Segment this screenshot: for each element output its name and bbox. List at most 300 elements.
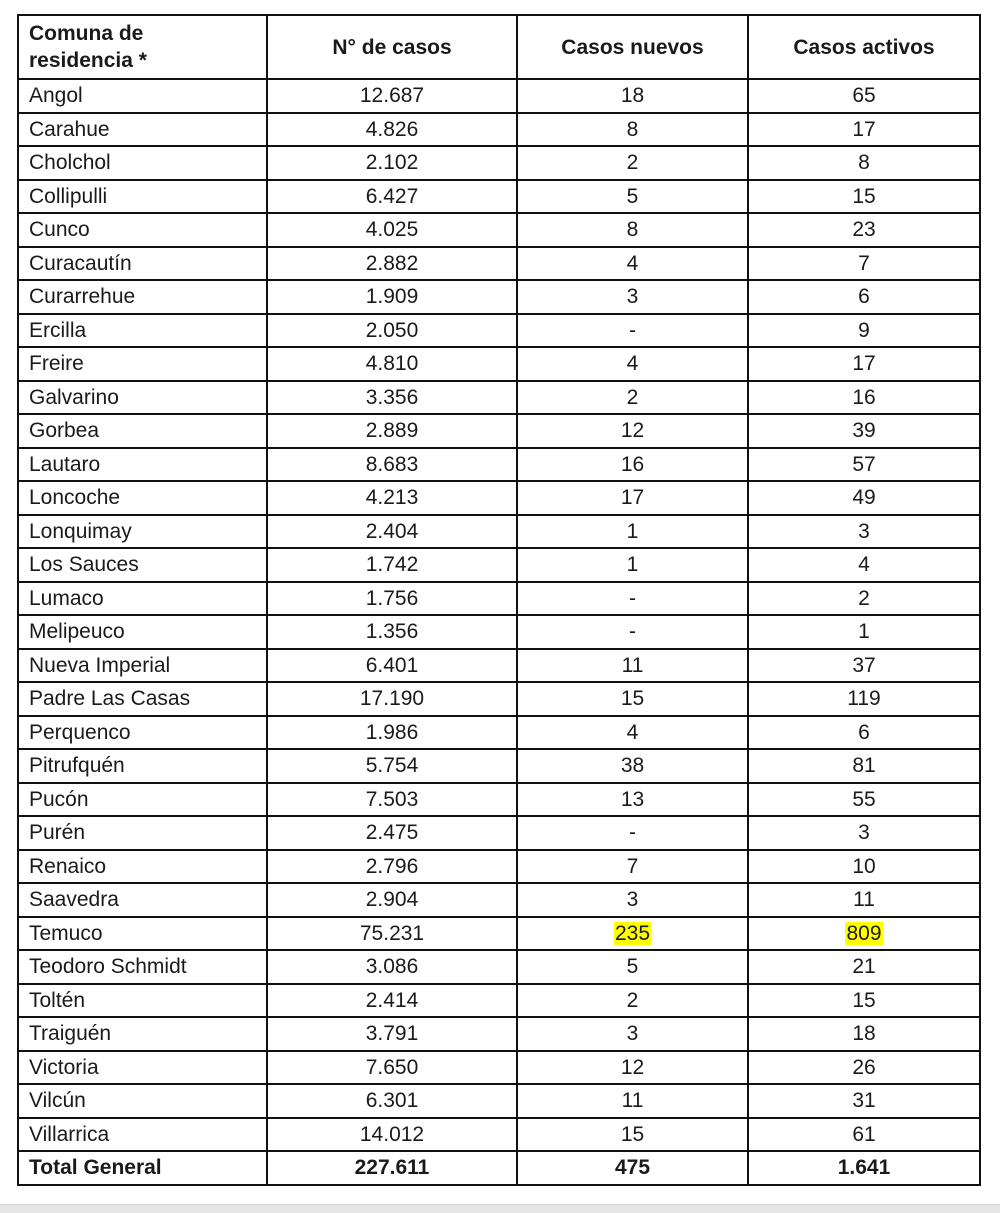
table-row <box>18 950 980 984</box>
cell-casos-activos <box>748 783 980 817</box>
table-row <box>18 816 980 850</box>
cell-casos-nuevos-value: 2 <box>626 385 639 409</box>
table-row <box>18 716 980 750</box>
cell-casos-nuevos-value: 5 <box>626 184 639 208</box>
table-row <box>18 247 980 281</box>
cell-casos-nuevos-value: 16 <box>620 452 645 476</box>
header-comuna-line2: residencia * <box>29 49 147 72</box>
cell-casos-nuevos-value: 13 <box>620 787 645 811</box>
cell-n-casos <box>267 682 517 716</box>
cell-casos-nuevos-value: 4 <box>626 352 639 376</box>
cell-casos-activos-value: 3 <box>858 821 870 845</box>
table-row <box>18 850 980 884</box>
cell-n-casos-value: 1.742 <box>365 553 419 577</box>
cell-casos-nuevos-value: 15 <box>620 687 645 711</box>
cell-casos-activos <box>748 213 980 247</box>
cell-casos-activos <box>748 749 980 783</box>
cell-comuna <box>18 515 267 549</box>
cell-casos-activos-value: 3 <box>858 519 870 543</box>
cell-casos-nuevos <box>517 984 748 1018</box>
cell-n-casos-value: 2.050 <box>365 318 419 342</box>
cell-n-casos-value: 2.882 <box>365 251 419 275</box>
cell-comuna-value: Purén <box>29 821 86 845</box>
cell-casos-nuevos <box>517 783 748 817</box>
cell-comuna <box>18 716 267 750</box>
table-row <box>18 984 980 1018</box>
cell-comuna-value: Pitrufquén <box>29 754 125 778</box>
cell-n-casos <box>267 816 517 850</box>
cell-casos-nuevos-value: 4 <box>626 720 639 744</box>
cell-casos-nuevos-value: 11 <box>621 653 644 677</box>
cell-n-casos-value: 7.650 <box>365 1055 419 1079</box>
cell-n-casos <box>267 1118 517 1152</box>
cell-comuna-value: Galvarino <box>29 385 119 409</box>
cell-casos-nuevos <box>517 213 748 247</box>
cell-casos-activos <box>748 917 980 951</box>
cell-casos-activos <box>748 146 980 180</box>
cell-casos-nuevos <box>517 615 748 649</box>
cell-casos-nuevos <box>517 649 748 683</box>
cell-casos-nuevos-value: 1 <box>626 519 639 543</box>
cell-casos-activos-value: 26 <box>852 1055 876 1079</box>
cell-casos-activos <box>748 180 980 214</box>
cell-n-casos-value: 7.503 <box>365 787 419 811</box>
table-row <box>18 448 980 482</box>
cell-casos-activos <box>748 481 980 515</box>
cell-comuna <box>18 481 267 515</box>
cell-comuna-value: Loncoche <box>29 486 121 510</box>
cell-comuna <box>18 649 267 683</box>
cell-comuna-value: Curarrehue <box>29 285 136 309</box>
table-row <box>18 883 980 917</box>
cell-comuna-value: Ercilla <box>29 318 87 342</box>
cell-comuna <box>18 816 267 850</box>
cell-comuna-value: Vilcún <box>29 1089 86 1113</box>
cell-casos-nuevos <box>517 883 748 917</box>
cell-casos-activos <box>748 649 980 683</box>
cell-comuna <box>18 1084 267 1118</box>
cell-comuna-value: Teodoro Schmidt <box>29 955 187 979</box>
cell-n-casos-value: 2.904 <box>365 888 419 912</box>
cell-casos-nuevos-value: 2 <box>626 151 639 175</box>
cell-casos-activos-value: 21 <box>852 955 876 979</box>
cell-casos-activos-value: 4 <box>858 553 870 577</box>
table-row <box>18 515 980 549</box>
cell-casos-nuevos <box>517 1051 748 1085</box>
cell-casos-nuevos <box>517 515 748 549</box>
cell-casos-activos <box>748 381 980 415</box>
header-casos-nuevos: Casos nuevos <box>517 15 748 79</box>
cell-casos-nuevos-value: 17 <box>620 486 645 510</box>
cell-casos-activos <box>748 515 980 549</box>
cell-comuna-value: Cholchol <box>29 151 111 175</box>
table-row <box>18 79 980 113</box>
table-row <box>18 481 980 515</box>
cell-n-casos <box>267 314 517 348</box>
cell-casos-nuevos-value: 18 <box>620 84 645 108</box>
cell-n-casos <box>267 783 517 817</box>
cell-casos-activos-value: 31 <box>852 1089 876 1113</box>
cell-n-casos <box>267 113 517 147</box>
cell-casos-activos-value: 55 <box>852 787 876 811</box>
cell-casos-nuevos <box>517 247 748 281</box>
cell-casos-activos <box>748 79 980 113</box>
cell-casos-nuevos <box>517 917 748 951</box>
cell-comuna-value: Padre Las Casas <box>29 687 191 711</box>
cell-casos-nuevos-value: 11 <box>621 1089 644 1113</box>
cell-casos-nuevos-value: 7 <box>626 854 639 878</box>
cell-comuna <box>18 950 267 984</box>
table-row <box>18 314 980 348</box>
table-row <box>18 582 980 616</box>
table-row <box>18 917 980 951</box>
cell-n-casos-value: 1.909 <box>365 285 419 309</box>
cell-casos-activos-value: 119 <box>847 687 881 711</box>
cell-comuna <box>18 1118 267 1152</box>
cell-n-casos-value: 2.889 <box>365 419 419 443</box>
cell-casos-activos-value: 11 <box>853 888 875 912</box>
cell-casos-activos <box>748 347 980 381</box>
table-row <box>18 749 980 783</box>
cell-casos-activos-value: 6 <box>858 285 870 309</box>
cell-comuna <box>18 749 267 783</box>
cell-comuna <box>18 615 267 649</box>
cell-casos-activos <box>748 950 980 984</box>
cell-casos-activos-value: 17 <box>852 117 876 141</box>
cell-comuna-value: Cunco <box>29 218 90 242</box>
table-row <box>18 213 980 247</box>
cell-n-casos <box>267 582 517 616</box>
cell-casos-activos <box>748 548 980 582</box>
cell-n-casos <box>267 1017 517 1051</box>
cell-comuna <box>18 146 267 180</box>
cell-comuna-value: Temuco <box>29 921 103 945</box>
cell-casos-nuevos-value: - <box>629 620 636 644</box>
cell-casos-activos <box>748 448 980 482</box>
cell-n-casos <box>267 548 517 582</box>
cell-n-casos-value: 8.683 <box>365 452 419 476</box>
cell-casos-activos <box>748 1118 980 1152</box>
cell-casos-activos <box>748 414 980 448</box>
cell-n-casos <box>267 280 517 314</box>
total-label: Total General <box>18 1151 267 1185</box>
cell-casos-activos-value: 61 <box>852 1122 876 1146</box>
table-row <box>18 615 980 649</box>
cell-comuna-value: Curacautín <box>29 251 132 275</box>
cell-n-casos <box>267 414 517 448</box>
cell-n-casos <box>267 984 517 1018</box>
cell-n-casos <box>267 213 517 247</box>
cell-n-casos <box>267 448 517 482</box>
cell-n-casos <box>267 347 517 381</box>
cell-n-casos-value: 17.190 <box>359 687 425 711</box>
table-row <box>18 1084 980 1118</box>
cell-casos-nuevos <box>517 280 748 314</box>
cell-casos-activos <box>748 682 980 716</box>
cell-casos-activos <box>748 247 980 281</box>
cell-casos-activos-value: 15 <box>852 988 876 1012</box>
table-row <box>18 1051 980 1085</box>
cell-casos-nuevos <box>517 481 748 515</box>
cell-casos-nuevos <box>517 314 748 348</box>
cell-casos-activos-value: 809 <box>846 921 882 945</box>
cell-n-casos-value: 2.404 <box>365 519 419 543</box>
cell-comuna <box>18 414 267 448</box>
cell-casos-nuevos <box>517 448 748 482</box>
table-row <box>18 280 980 314</box>
cell-n-casos-value: 12.687 <box>359 84 425 108</box>
table-row <box>18 548 980 582</box>
cell-n-casos <box>267 917 517 951</box>
cell-casos-activos-value: 37 <box>852 653 876 677</box>
cell-casos-activos <box>748 280 980 314</box>
table-row <box>18 381 980 415</box>
cell-n-casos <box>267 749 517 783</box>
cell-comuna <box>18 582 267 616</box>
cell-comuna-value: Nueva Imperial <box>29 653 171 677</box>
cell-comuna <box>18 984 267 1018</box>
cell-casos-activos <box>748 984 980 1018</box>
cell-casos-nuevos <box>517 180 748 214</box>
cell-casos-activos-value: 23 <box>852 218 876 242</box>
cell-comuna <box>18 783 267 817</box>
cell-casos-nuevos-value: 3 <box>626 888 639 912</box>
cell-casos-nuevos <box>517 582 748 616</box>
header-casos-activos: Casos activos <box>748 15 980 79</box>
cell-casos-nuevos-value: 8 <box>626 117 639 141</box>
cell-n-casos-value: 5.754 <box>365 754 419 778</box>
cell-n-casos-value: 6.301 <box>365 1089 419 1113</box>
cell-n-casos-value: 1.756 <box>365 586 419 610</box>
cell-casos-activos-value: 57 <box>852 452 876 476</box>
cell-comuna <box>18 548 267 582</box>
cell-n-casos <box>267 481 517 515</box>
cell-comuna-value: Renaico <box>29 854 107 878</box>
cell-casos-activos-value: 17 <box>852 352 876 376</box>
cell-casos-activos-value: 10 <box>852 854 876 878</box>
cell-casos-nuevos <box>517 682 748 716</box>
cell-casos-activos-value: 1 <box>858 620 870 644</box>
cell-casos-nuevos-value: - <box>629 318 636 342</box>
cell-comuna-value: Perquenco <box>29 720 131 744</box>
cell-casos-nuevos <box>517 816 748 850</box>
cell-comuna-value: Collipulli <box>29 184 108 208</box>
cell-n-casos-value: 2.796 <box>365 854 419 878</box>
cell-casos-activos-value: 2 <box>858 586 870 610</box>
cell-n-casos <box>267 247 517 281</box>
cell-casos-nuevos <box>517 113 748 147</box>
cell-casos-activos <box>748 1017 980 1051</box>
cell-n-casos-value: 4.810 <box>365 352 419 376</box>
table-row <box>18 1017 980 1051</box>
table-row <box>18 1118 980 1152</box>
cell-comuna-value: Los Sauces <box>29 553 139 577</box>
total-casos-activos: 1.641 <box>748 1151 980 1185</box>
cell-n-casos <box>267 1051 517 1085</box>
cell-comuna <box>18 347 267 381</box>
cell-n-casos-value: 3.356 <box>365 385 419 409</box>
cell-casos-nuevos-value: 5 <box>626 955 639 979</box>
cell-casos-nuevos-value: 15 <box>620 1122 645 1146</box>
cell-casos-activos <box>748 883 980 917</box>
cell-n-casos <box>267 716 517 750</box>
cell-comuna-value: Saavedra <box>29 888 119 912</box>
cell-casos-nuevos <box>517 950 748 984</box>
cell-casos-activos <box>748 816 980 850</box>
cell-casos-nuevos <box>517 1118 748 1152</box>
table-row <box>18 783 980 817</box>
cell-casos-nuevos-value: - <box>629 586 636 610</box>
cell-casos-nuevos-value: 12 <box>620 419 645 443</box>
cell-comuna-value: Angol <box>29 84 83 108</box>
cell-comuna <box>18 180 267 214</box>
table-row <box>18 649 980 683</box>
table-row <box>18 347 980 381</box>
cell-casos-nuevos-value: - <box>629 821 636 845</box>
cell-comuna <box>18 314 267 348</box>
cell-comuna <box>18 113 267 147</box>
cell-n-casos-value: 1.356 <box>365 620 419 644</box>
cell-comuna <box>18 850 267 884</box>
table-header-row <box>18 15 980 79</box>
cell-casos-nuevos <box>517 414 748 448</box>
cell-casos-nuevos-value: 2 <box>626 988 639 1012</box>
cell-comuna <box>18 682 267 716</box>
cell-casos-activos-value: 18 <box>852 1022 876 1046</box>
cell-comuna-value: Pucón <box>29 787 89 811</box>
cell-comuna-value: Carahue <box>29 117 110 141</box>
cell-casos-activos-value: 49 <box>852 486 876 510</box>
cell-casos-activos <box>748 314 980 348</box>
cell-casos-nuevos <box>517 548 748 582</box>
cell-comuna-value: Victoria <box>29 1055 99 1079</box>
cell-comuna-value: Lonquimay <box>29 519 132 543</box>
cell-casos-nuevos-value: 12 <box>620 1055 645 1079</box>
cell-casos-nuevos <box>517 146 748 180</box>
cell-n-casos <box>267 1084 517 1118</box>
cell-comuna <box>18 213 267 247</box>
cell-n-casos <box>267 649 517 683</box>
cell-comuna-value: Freire <box>29 352 84 376</box>
cell-n-casos-value: 3.791 <box>365 1022 419 1046</box>
cell-n-casos-value: 6.427 <box>365 184 419 208</box>
cell-casos-activos <box>748 615 980 649</box>
cell-comuna-value: Lumaco <box>29 586 104 610</box>
cell-casos-activos <box>748 850 980 884</box>
cell-casos-activos <box>748 113 980 147</box>
cell-n-casos-value: 4.213 <box>365 486 419 510</box>
cell-n-casos-value: 3.086 <box>365 955 419 979</box>
cell-casos-nuevos <box>517 347 748 381</box>
table-body <box>18 79 980 1151</box>
cell-casos-activos-value: 16 <box>852 385 876 409</box>
cell-n-casos <box>267 850 517 884</box>
cell-n-casos-value: 2.414 <box>365 988 419 1012</box>
cell-casos-activos-value: 7 <box>858 251 870 275</box>
cell-comuna <box>18 883 267 917</box>
cell-casos-nuevos <box>517 749 748 783</box>
table-row <box>18 414 980 448</box>
cell-comuna-value: Gorbea <box>29 419 100 443</box>
table-row <box>18 682 980 716</box>
cell-n-casos-value: 14.012 <box>359 1122 425 1146</box>
cell-comuna-value: Toltén <box>29 988 86 1012</box>
cell-casos-activos <box>748 582 980 616</box>
table-row <box>18 146 980 180</box>
cell-casos-nuevos-value: 3 <box>626 285 639 309</box>
cell-comuna-value: Melipeuco <box>29 620 125 644</box>
cell-comuna <box>18 1017 267 1051</box>
header-comuna-line1: Comuna de <box>29 22 144 45</box>
cell-n-casos-value: 1.986 <box>365 720 419 744</box>
cell-comuna <box>18 280 267 314</box>
cell-casos-activos-value: 6 <box>858 720 870 744</box>
cases-by-comuna-table <box>17 14 981 1186</box>
cell-n-casos-value: 2.102 <box>365 151 419 175</box>
total-n-casos: 227.611 <box>267 1151 517 1185</box>
total-casos-nuevos: 475 <box>517 1151 748 1185</box>
cell-comuna <box>18 448 267 482</box>
cell-casos-activos-value: 65 <box>852 84 876 108</box>
header-n-casos: N° de casos <box>267 15 517 79</box>
cell-casos-nuevos-value: 4 <box>626 251 639 275</box>
cell-casos-nuevos <box>517 381 748 415</box>
cell-casos-nuevos-value: 8 <box>626 218 639 242</box>
cell-casos-activos <box>748 1084 980 1118</box>
cell-casos-nuevos-value: 3 <box>626 1022 639 1046</box>
cell-n-casos-value: 4.826 <box>365 117 419 141</box>
cell-casos-activos-value: 15 <box>852 184 876 208</box>
cell-n-casos <box>267 950 517 984</box>
header-comuna <box>18 15 267 79</box>
cell-comuna <box>18 381 267 415</box>
cell-n-casos-value: 2.475 <box>365 821 419 845</box>
cell-casos-nuevos <box>517 716 748 750</box>
cell-casos-nuevos-value: 38 <box>620 754 645 778</box>
cell-comuna <box>18 1051 267 1085</box>
cell-n-casos <box>267 180 517 214</box>
cell-casos-activos-value: 9 <box>858 318 870 342</box>
cell-casos-nuevos <box>517 1084 748 1118</box>
cell-comuna-value: Traiguén <box>29 1022 112 1046</box>
cell-casos-nuevos <box>517 850 748 884</box>
cell-comuna <box>18 79 267 113</box>
cell-comuna-value: Villarrica <box>29 1122 110 1146</box>
cell-comuna <box>18 917 267 951</box>
total-row <box>18 1151 980 1185</box>
cell-n-casos <box>267 146 517 180</box>
cell-casos-activos <box>748 1051 980 1085</box>
cell-comuna-value: Lautaro <box>29 452 101 476</box>
cell-n-casos-value: 75.231 <box>359 921 425 945</box>
cell-casos-nuevos <box>517 79 748 113</box>
cell-casos-activos-value: 81 <box>852 754 876 778</box>
cell-comuna <box>18 247 267 281</box>
cell-casos-nuevos <box>517 1017 748 1051</box>
cell-casos-activos-value: 39 <box>852 419 876 443</box>
table-row <box>18 113 980 147</box>
cell-casos-activos-value: 8 <box>858 151 870 175</box>
cell-n-casos <box>267 615 517 649</box>
cell-n-casos <box>267 381 517 415</box>
cell-n-casos-value: 4.025 <box>365 218 419 242</box>
cell-casos-nuevos-value: 235 <box>614 921 651 945</box>
cell-n-casos <box>267 515 517 549</box>
cell-casos-activos <box>748 716 980 750</box>
table-row <box>18 180 980 214</box>
cell-casos-nuevos-value: 1 <box>626 553 639 577</box>
cell-n-casos <box>267 79 517 113</box>
